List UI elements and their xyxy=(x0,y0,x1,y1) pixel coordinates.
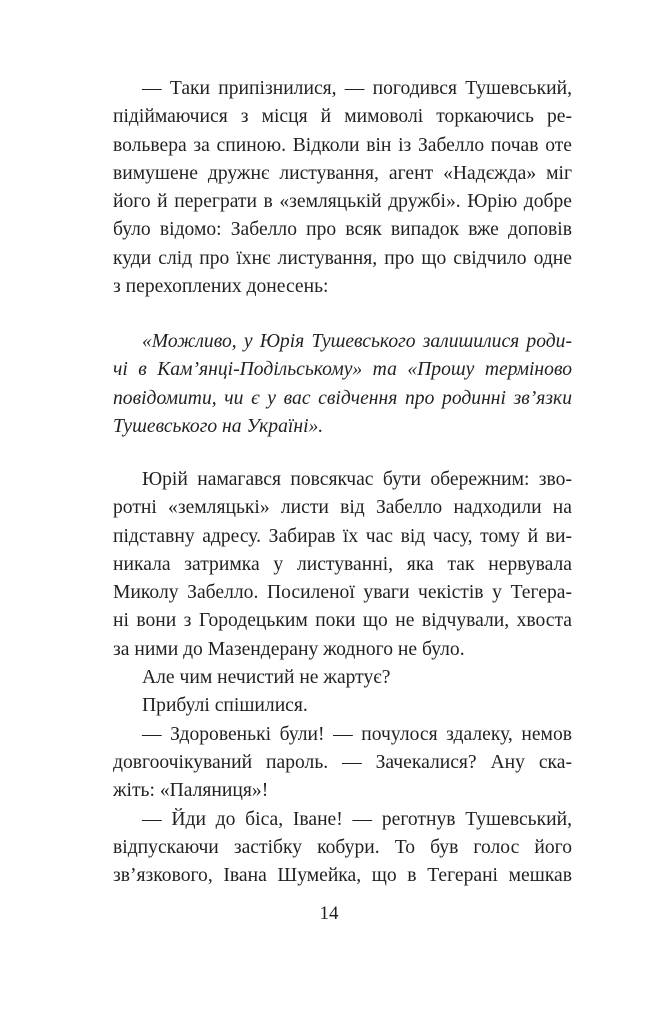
text-line: куди слід про їхнє листування, про що свідчило одне xyxy=(113,247,572,269)
text-line: підіймаючися з місця й мимоволі торкаючись ре- xyxy=(113,106,572,128)
text-line: жіть: «Паляниця»! xyxy=(113,780,269,802)
text-line: — Здоровенькі були! — почулося здалеку, немов xyxy=(142,723,572,745)
quoted-report xyxy=(113,328,572,441)
text-line: повідомити, чи є у вас свідчення про родинні зв’язки xyxy=(113,387,572,409)
text-line: за ними до Мазендерану жодного не було. xyxy=(113,638,465,660)
text-line: вольвера за спиною. Відколи він із Забелло почав оте xyxy=(113,134,572,156)
text-line: — Таки припізнилися, — погодився Тушевський, xyxy=(142,78,572,99)
page-number: 14 xyxy=(319,903,339,924)
text-line: Але чим нечистий не жартує? xyxy=(142,667,391,689)
text-line: відпускаючи застібку кобури. То був голос його xyxy=(113,836,572,858)
text-line: Юрій намагався повсякчас бути обережним: зво- xyxy=(142,469,572,490)
text-line: чі в Кам’янці-Подільському» та «Прошу терміново xyxy=(113,359,572,381)
text-line: Миколу Забелло. Посиленої уваги чекістів у Тегера- xyxy=(113,582,572,604)
text-line: зв’язкового, Івана Шумейка, що в Тегерані мешкав xyxy=(113,865,572,887)
text-line: Прибулі спішилися. xyxy=(142,695,308,717)
text-line: підставну адресу. Забирав їх час від часу, тому й ви- xyxy=(113,525,572,547)
text-line: довгоочікуваний пароль. — Зачекалися? Ану ска- xyxy=(113,751,572,773)
text-line: вимушене дружнє листування, агент «Надєжда» міг xyxy=(113,162,572,184)
paragraph-body xyxy=(113,466,572,890)
paragraph-opening xyxy=(113,75,572,301)
text-line: ні вони з Городецьким поки що не відчували, хвоста xyxy=(113,610,572,632)
text-line: никала затримка у листуванні, яка так нервувала xyxy=(113,553,572,575)
text-line: Тушевського на Україні». xyxy=(113,415,324,437)
text-line: його й переграти в «земляцькій дружбі». Юрію добре xyxy=(113,191,572,213)
text-line: з перехоплених донесень: xyxy=(113,276,329,298)
text-line: було відомо: Забелло про всяк випадок вже доповів xyxy=(113,219,572,241)
text-line: — Йди до біса, Іване! — реготнув Тушевський, xyxy=(142,808,572,830)
text-line: «Можливо, у Юрія Тушевського залишилися роди- xyxy=(142,331,572,352)
text-line: ротні «земляцькі» листи від Забелло надходили на xyxy=(113,497,572,519)
